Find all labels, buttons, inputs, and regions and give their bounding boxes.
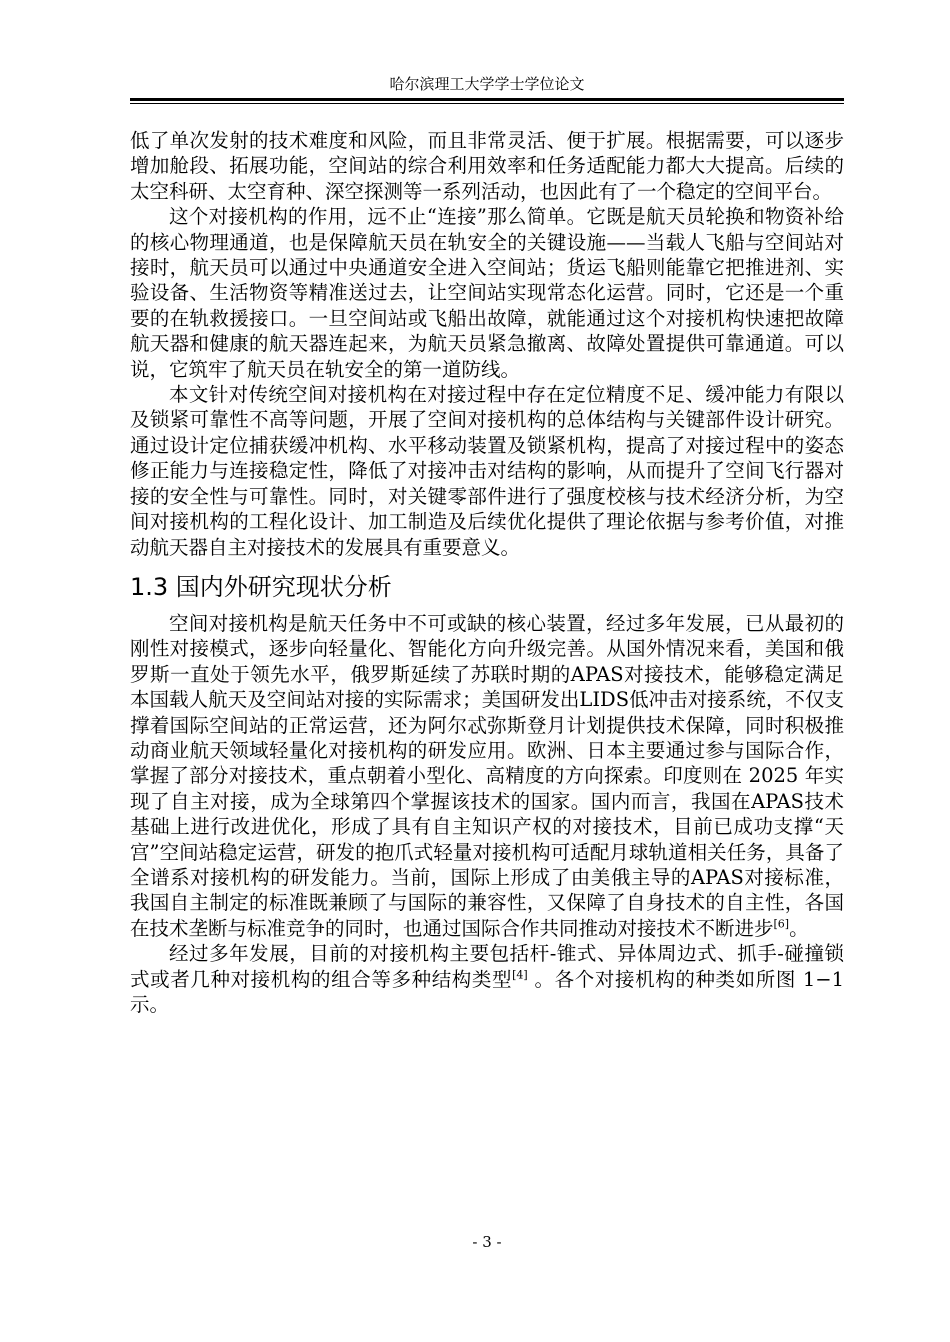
citation-ref[interactable]: [6]: [773, 917, 790, 931]
citation-ref[interactable]: [4]: [512, 968, 528, 982]
paragraph-docking-role: 这个对接机构的作用，远不止“连接”那么简单。它既是航天员轮换和物资补给的核心物理通道，也是保障航天员在轨安全的关键设施——当载人飞船与空间站对接时，航天员可以通过中央通道安全进入空间站；货运飞船则能靠它把推进剂、实验设备、生活物资等精准送过去，让空间站实现常态化运营。同时，它还是一个重要的在轨救援接口。一旦空间站或飞船出故障，就能通过这个对接机构快速把故障航天器和健康的航天器连起来，为航天员紧急撤离、故障处置提供可靠通道。可以说，它筑牢了航天员在轨安全的第一道防线。: [130, 205, 844, 381]
paragraph-end-punct: 。: [789, 916, 809, 940]
paragraph-research-status-text: 空间对接机构是航天任务中不可或缺的核心装置，经过多年发展，已从最初的刚性对接模式，逐步向轻量化、智能化方向升级完善。从国外情况来看，美国和俄罗斯一直处于领先水平，俄罗斯延续了苏联时期的APAS对接技术，能够稳定满足本国载人航天及空间站对接的实际需求；美国研发出LIDS低冲击对接系统，不仅支撑着国际空间站的正常运营，还为阿尔忒弥斯登月计划提供技术保障，同时积极推动商业航天领域轻量化对接机构的研发应用。欧洲、日本主要通过参与国际合作，掌握了部分对接技术，重点朝着小型化、高精度的方向探索。印度则在 2025 年实现了自主对接，成为全球第四个掌握该技术的国家。国内而言，我国在APAS技术基础上进行改进优化，形成了具有自主知识产权的对接技术，目前已成功支撑“天宫”空间站稳定运营，研发的抱爪式轻量对接机构可适配月球轨道相关任务，具备了全谱系对接机构的研发能力。当前，国际上形成了由美俄主导的APAS对接标准，我国自主制定的标准既兼顾了与国际的兼容性，又保障了自身技术的自主性，各国在技术垄断与标准竞争的同时，也通过国际合作共同推动对接技术不断进步: [130, 611, 844, 940]
paragraph-mechanism-types-end: 。各个对接机构的种类如所图 1−1 示。: [130, 967, 844, 1016]
page-body: [130, 128, 844, 1017]
paragraph-mechanism-types-text: 经过多年发展，目前的对接机构主要包括杆-锥式、异体周边式、抓手-碰撞锁式或者几种对接机构的组合等多种结构类型: [130, 942, 844, 991]
section-heading: 1.3 国内外研究现状分析: [130, 572, 392, 601]
page-number: - 3 -: [472, 1233, 502, 1251]
header-rule-thick: [130, 98, 844, 101]
running-header: 哈尔滨理工大学学士学位论文: [389, 75, 585, 93]
paragraph-research-status: [130, 611, 844, 941]
header-rule-thin: [130, 103, 844, 104]
paragraph-continued: 低了单次发射的技术难度和风险，而且非常灵活、便于扩展。根据需要，可以逐步增加舱段、拓展功能，空间站的综合利用效率和任务适配能力都大大提高。后续的太空科研、太空育种、深空探测等一系列活动，也因此有了一个稳定的空间平台。: [130, 129, 844, 203]
paragraph-research-aim: 本文针对传统空间对接机构在对接过程中存在定位精度不足、缓冲能力有限以及锁紧可靠性不高等问题，开展了空间对接机构的总体结构与关键部件设计研究。通过设计定位捕获缓冲机构、水平移动装置及锁紧机构，提高了对接过程中的姿态修正能力与连接稳定性，降低了对接冲击对结构的影响，从而提升了空间飞行器对接的安全性与可靠性。同时，对关键零部件进行了强度校核与技术经济分析，为空间对接机构的工程化设计、加工制造及后续优化提供了理论依据与参考价值，对推动航天器自主对接技术的发展具有重要意义。: [130, 383, 844, 559]
paragraph-mechanism-types: [130, 941, 844, 1017]
